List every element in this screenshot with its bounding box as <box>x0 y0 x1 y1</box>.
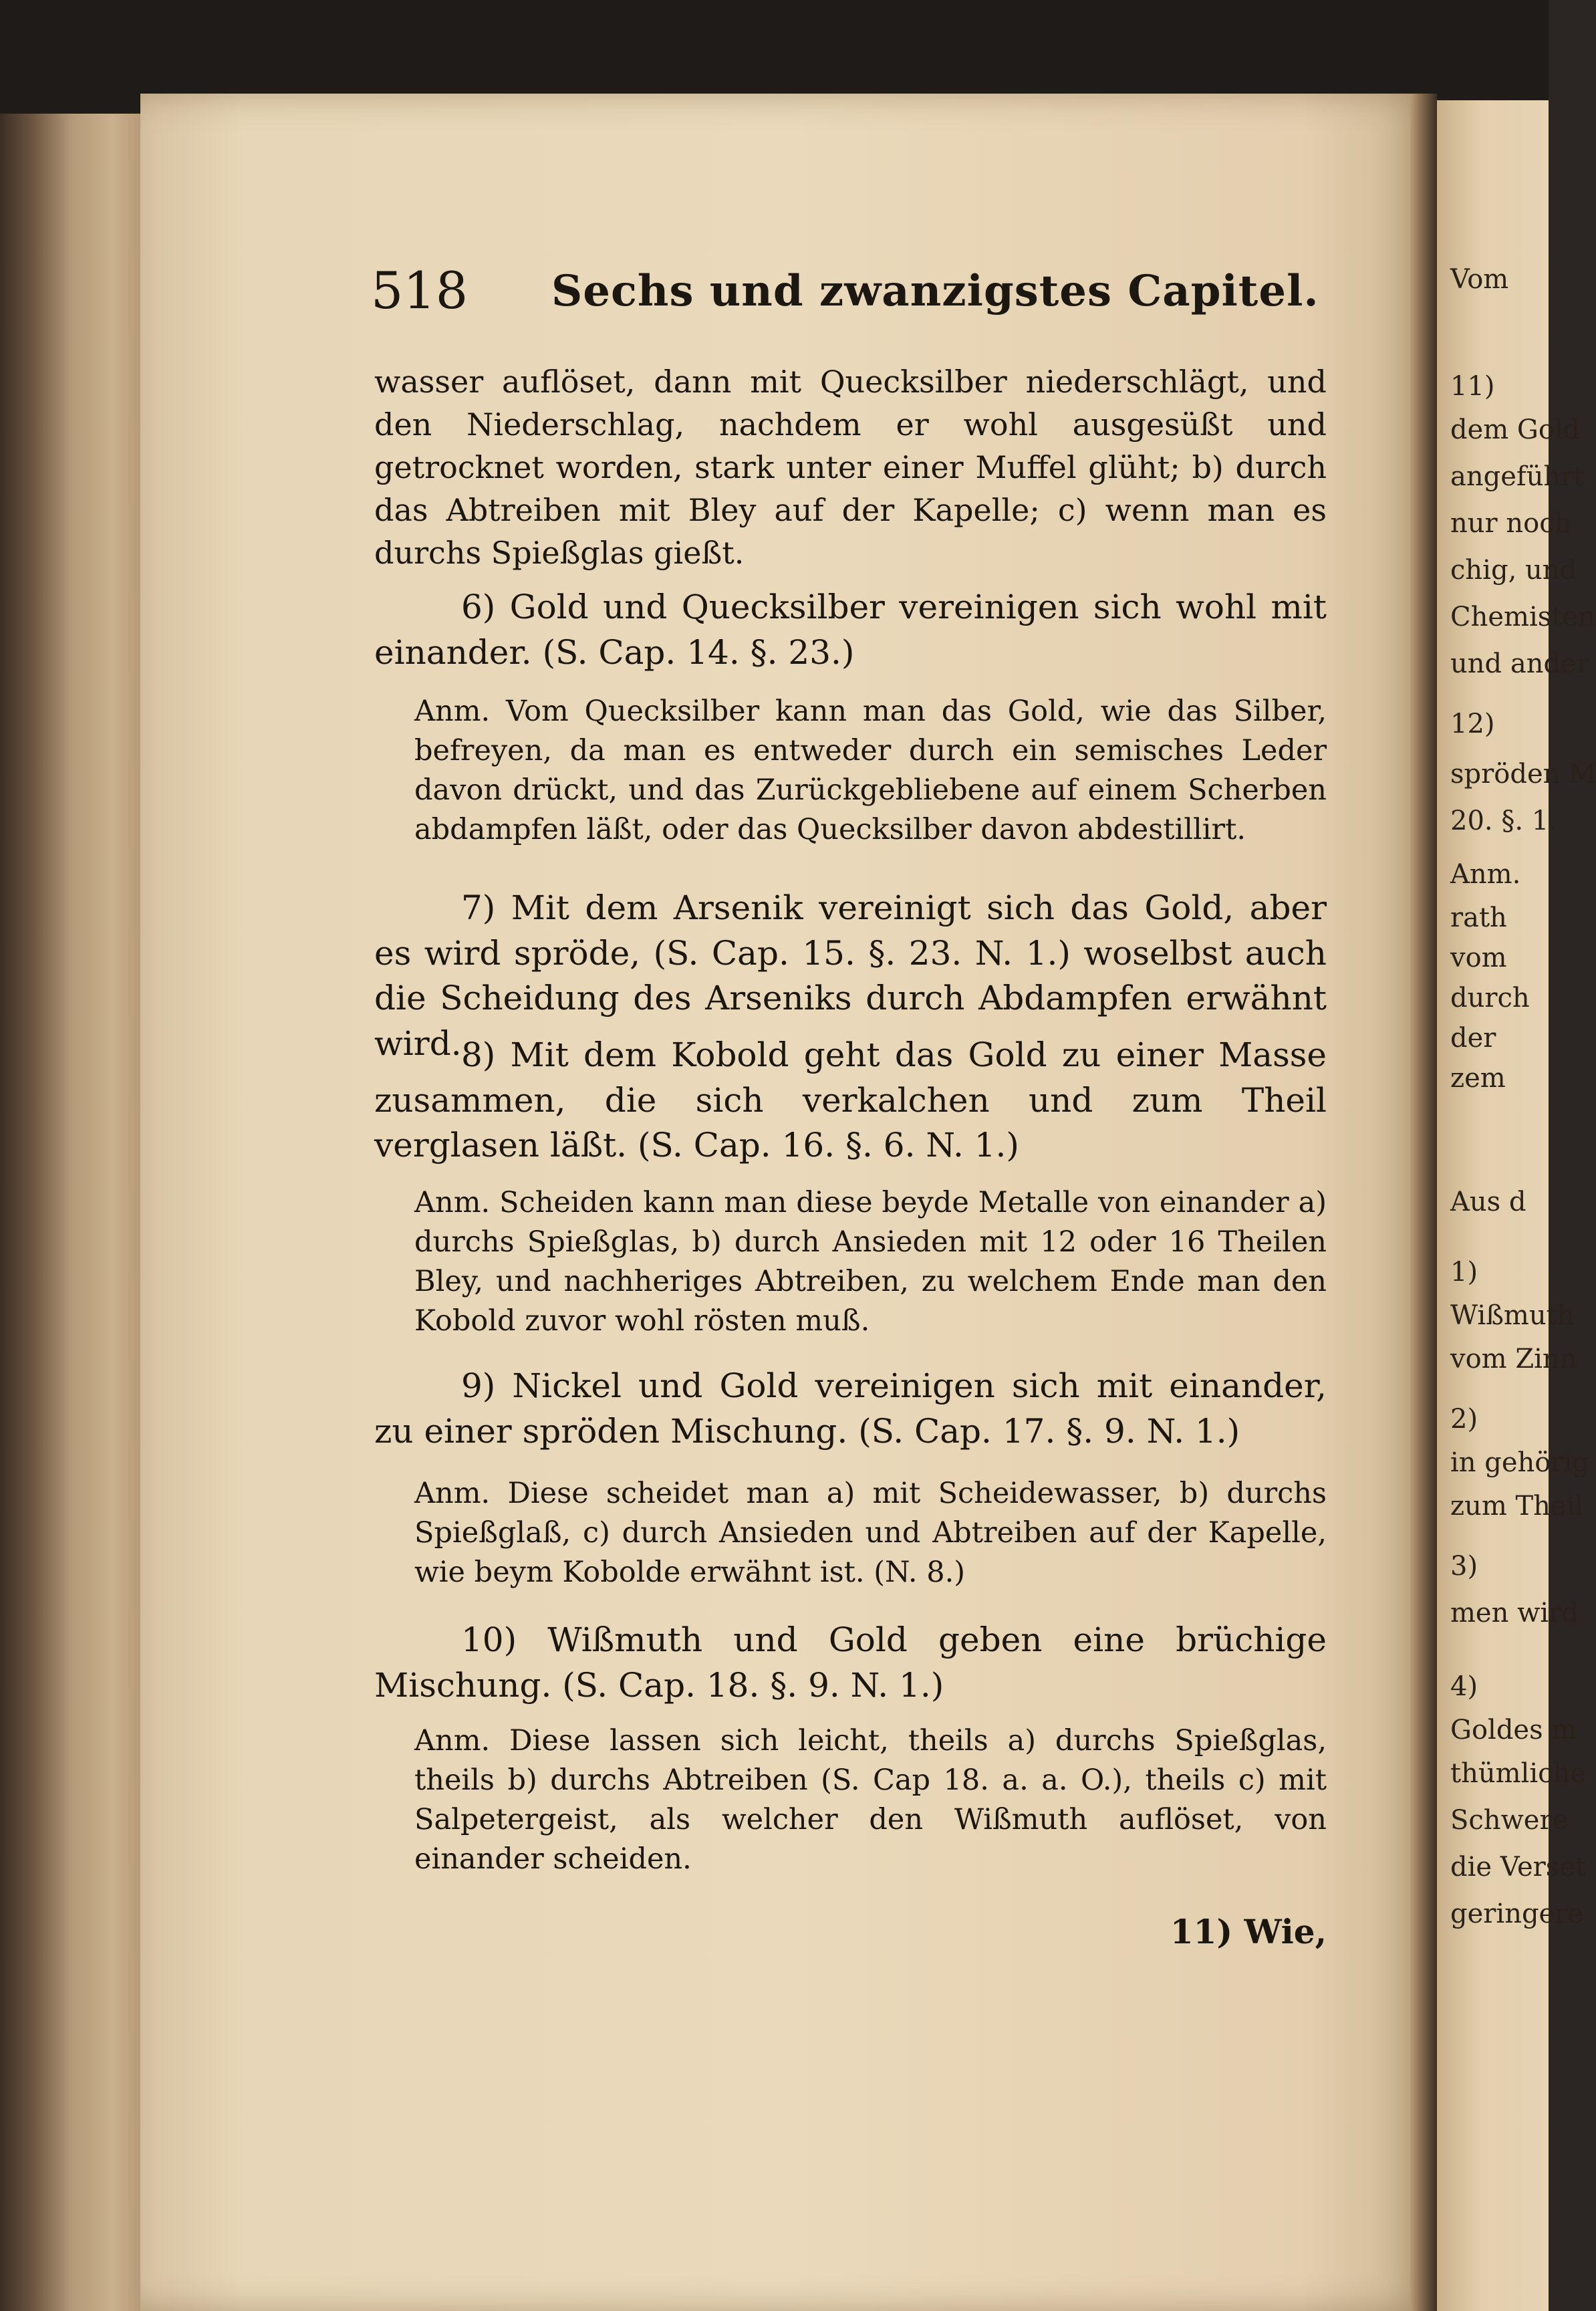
right-page-line: 20. §. 1. <box>1450 806 1557 836</box>
paragraph-9: 9) Nickel und Gold vereinigen sich mit einander, zu einer spröden Mischung. (S. Cap. 17. §. 9. N. 1.) <box>374 1366 1327 1451</box>
right-page-line: Chemisten <box>1450 602 1595 632</box>
paragraph-7: 7) Mit dem Arsenik vereinigt sich das Gold, aber es wird spröde, (S. Cap. 15. §. 23. N. 1.) woselbst auch die Scheidung des Arseniks durch Abdampfen erwähnt wird. <box>374 888 1327 1063</box>
right-page-line: der <box>1450 1023 1496 1054</box>
paragraph-8: 8) Mit dem Kobold geht das Gold zu einer Masse zusammen, die sich verkalchen und zum Theil verglasen läßt. (S. Cap. 16. §. 6. N. 1.) <box>374 1036 1327 1165</box>
catchword: 11) Wie, <box>1170 1912 1327 1951</box>
right-page-line: men wird <box>1450 1598 1579 1628</box>
right-page-line: Anm. <box>1450 859 1521 890</box>
right-page-line: chig, und <box>1450 555 1577 586</box>
right-page-line: Vom <box>1450 264 1509 295</box>
page-header <box>371 261 1323 334</box>
right-page-line: durch <box>1450 983 1530 1013</box>
right-page-line: zem <box>1450 1063 1506 1094</box>
page-number: 518 <box>371 261 469 320</box>
right-page-line: nur noch <box>1450 508 1572 539</box>
right-page-line: zum Theil <box>1450 1491 1584 1522</box>
right-page-line: vom Zinn <box>1450 1344 1577 1374</box>
paragraph-6: 6) Gold und Quecksilber vereinigen sich wohl mit einander. (S. Cap. 14. §. 23.) <box>374 588 1327 672</box>
right-page-line: rath <box>1450 902 1507 933</box>
right-page-line: 11) <box>1450 371 1495 402</box>
right-page-line: Schwere <box>1450 1805 1569 1836</box>
right-page-line: 12) <box>1450 709 1495 739</box>
note-8: Anm. Scheiden kann man diese beyde Metalle von einander a) durchs Spießglas, b) durch Ansieden mit 12 oder 16 Theilen Bley, und nachheriges Abtreiben, zu welchem Ende man den Kobold zuvor wohl rösten muß. <box>414 1186 1327 1338</box>
right-page-line: angeführt <box>1450 461 1585 492</box>
note-6: Anm. Vom Quecksilber kann man das Gold, wie das Silber, befreyen, da man es entweder durch ein semisches Leder davon drückt, und das Zurückgebliebene auf einem Scherben abdampfen läßt, oder das Quecksilber davon abdestillirt. <box>414 695 1327 846</box>
book-gutter <box>1410 94 1437 2311</box>
note-10: Anm. Diese lassen sich leicht, theils a) durchs Spießglas, theils b) durchs Abtreiben (S. Cap 18. a. a. O.), theils c) mit Salpetergeist, als welcher den Wißmuth auflöset, von einander scheiden. <box>414 1724 1327 1876</box>
right-page-line: 1) <box>1450 1257 1478 1288</box>
right-page-line: 3) <box>1450 1551 1478 1582</box>
running-title: Sechs und zwanzigstes Capitel. <box>551 266 1319 316</box>
right-page-line: spröden M <box>1450 759 1596 789</box>
paragraph-continuation: wasser auflöset, dann mit Quecksilber niederschlägt, und den Niederschlag, nachdem er wohl ausgesüßt und getrocknet worden, stark unter einer Muffel glüht; b) durch das Abtreiben mit Bley auf der Kapelle; c) wenn man es durchs Spießglas gießt. <box>374 364 1327 571</box>
right-page-line: Wißmuth <box>1450 1300 1575 1331</box>
right-page-line: vom <box>1450 943 1507 973</box>
book-page-edges <box>0 114 160 2311</box>
right-page-line: 2) <box>1450 1404 1478 1435</box>
right-page-line: 4) <box>1450 1671 1478 1702</box>
right-page-line: dem Gold <box>1450 414 1581 445</box>
right-page-line: die Verset <box>1450 1852 1587 1882</box>
right-page-line: und ander <box>1450 648 1589 679</box>
right-page-line: in gehörig <box>1450 1447 1589 1478</box>
right-page-line: Aus d <box>1450 1187 1526 1217</box>
note-9: Anm. Diese scheidet man a) mit Scheidewasser, b) durchs Spießglaß, c) durch Ansieden und Abtreiben auf der Kapelle, wie beym Kobolde erwähnt ist. (N. 8.) <box>414 1477 1327 1589</box>
right-page-line: Goldes m <box>1450 1715 1577 1745</box>
right-page-line: thümliche <box>1450 1758 1586 1789</box>
right-page-line: geringere <box>1450 1899 1584 1929</box>
paragraph-10: 10) Wißmuth und Gold geben eine brüchige Mischung. (S. Cap. 18. §. 9. N. 1.) <box>374 1620 1327 1705</box>
